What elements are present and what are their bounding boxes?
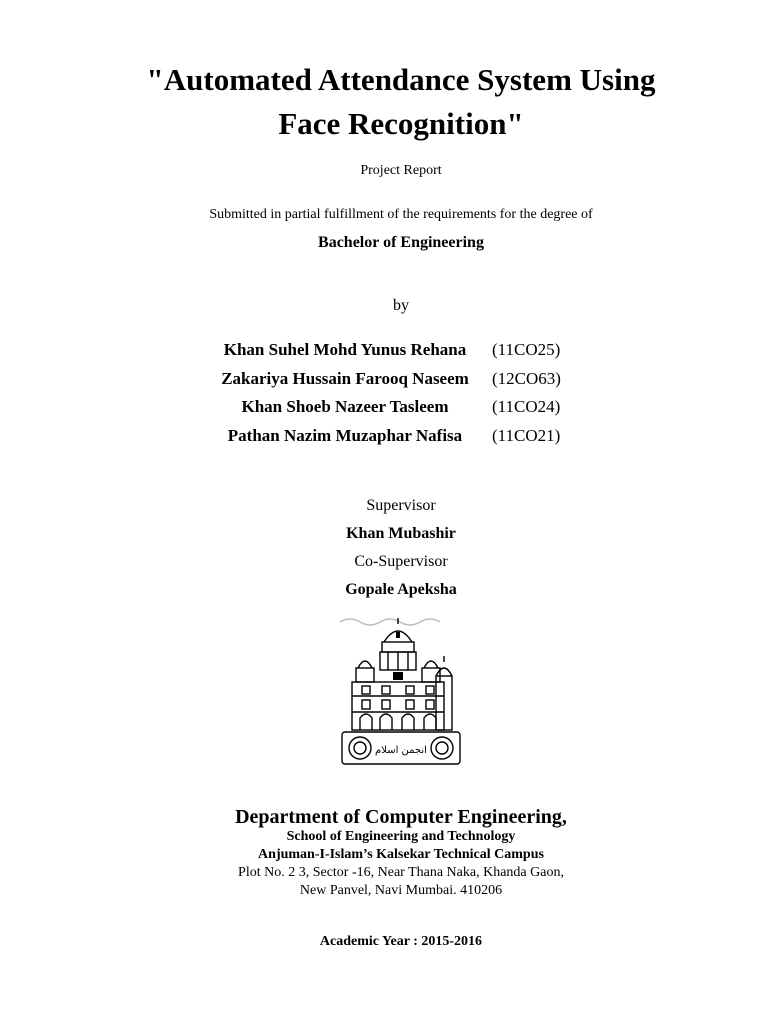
address-line-2: New Panvel, Navi Mumbai. 410206 <box>299 883 503 898</box>
campus: Anjuman-I-Islam’s Kalsekar Technical Campus <box>258 847 544 862</box>
student-row <box>200 336 600 365</box>
student-name: Pathan Nazim Muzaphar Nafisa <box>227 425 463 445</box>
report-title-line-2: Face Recognition" <box>278 106 524 141</box>
cosupervisor-name: Gopale Apeksha <box>345 581 457 598</box>
submission-note: Submitted in partial fulfillment of the requirements for the degree of <box>209 207 593 222</box>
supervisor-label: Supervisor <box>366 497 436 514</box>
student-id: (11CO24) <box>492 397 561 417</box>
department: Department of Computer Engineering, <box>235 806 567 828</box>
student-name: Khan Suhel Mohd Yunus Rehana <box>223 340 467 360</box>
logo-text: انجمن اسلام <box>375 745 427 756</box>
school: School of Engineering and Technology <box>286 829 516 844</box>
supervisor-name: Khan Mubashir <box>346 525 456 542</box>
academic-year: Academic Year : 2015-2016 <box>319 934 483 949</box>
student-id: (11CO21) <box>492 425 561 445</box>
degree: Bachelor of Engineering <box>318 234 484 251</box>
student-row <box>200 393 600 422</box>
student-row <box>200 365 600 394</box>
report-title-line-1: "Automated Attendance System Using <box>146 62 656 97</box>
student-id: (12CO63) <box>492 368 561 388</box>
address-line-1: Plot No. 2 3, Sector -16, Near Thana Naka, Khanda Gaon, <box>238 865 564 880</box>
cosupervisor-label: Co-Supervisor <box>354 553 448 570</box>
student-name: Zakariya Hussain Farooq Naseem <box>221 368 469 388</box>
student-id: (11CO25) <box>492 340 561 360</box>
student-row <box>200 422 600 451</box>
institution-logo <box>336 612 466 768</box>
by-label: by <box>393 297 409 314</box>
report-type: Project Report <box>360 163 442 178</box>
student-list <box>200 336 600 450</box>
student-name: Khan Shoeb Nazeer Tasleem <box>241 397 449 417</box>
